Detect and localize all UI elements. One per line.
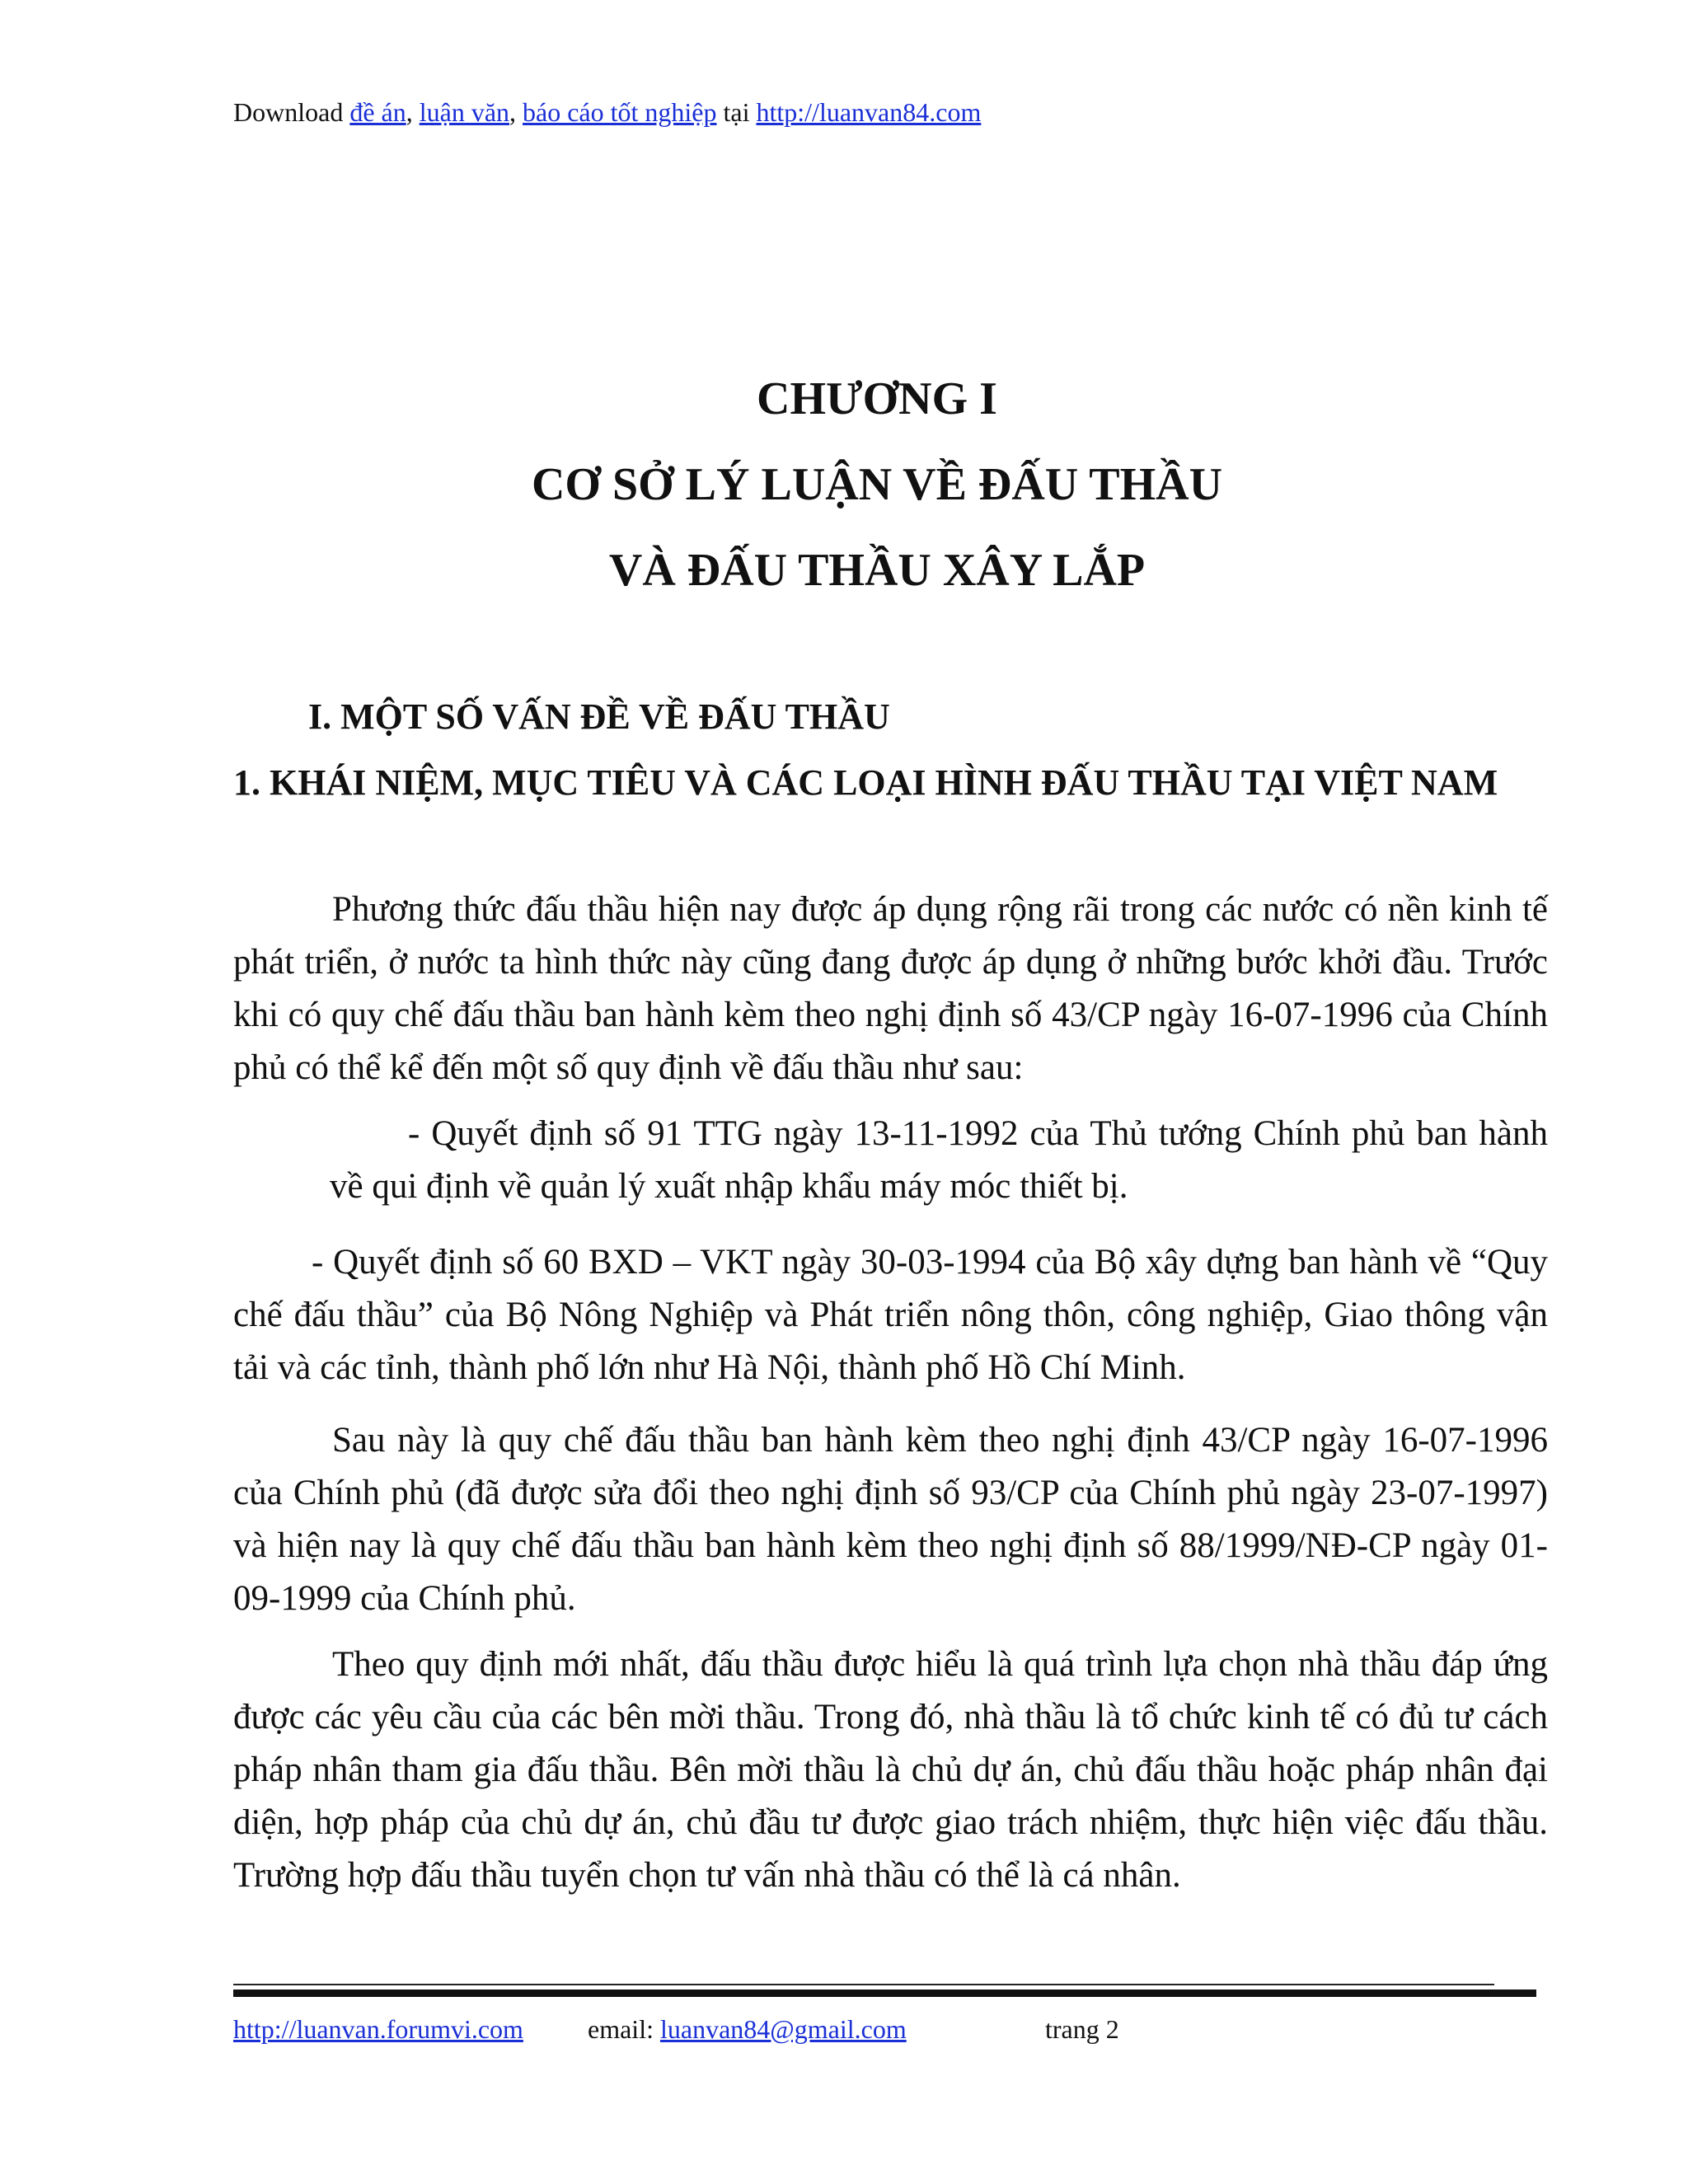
- header-middle-text: tại: [716, 97, 757, 127]
- footer-email-label: email:: [588, 2014, 660, 2044]
- paragraph-decision-60: - Quyết định số 60 BXD – VKT ngày 30-03-1994 của Bộ xây dựng ban hành về “Quy chế đấu thầu” của Bộ Nông Nghiệp và Phát triển nông thôn, công nghiệp, Giao thông vận tải và các tỉnh, thành phố lớn như Hà Nội, thành phố Hồ Chí Minh.: [233, 1243, 1548, 1387]
- link-luan-van[interactable]: luận văn: [419, 97, 510, 127]
- footer-email: [588, 2013, 907, 2046]
- section-heading: I. MỘT SỐ VẤN ĐỀ VỀ ĐẤU THẦU: [308, 696, 890, 737]
- paragraph-regulations: Sau này là quy chế đấu thầu ban hành kèm theo nghị định 43/CP ngày 16-07-1996 của Chính phủ (đã được sửa đổi theo nghị định số 93/CP của Chính phủ ngày 23-07-1997) và hiện nay là quy chế đấu thầu ban hành kèm theo nghị định số 88/1999/NĐ-CP ngày 01-09-1999 của Chính phủ.: [233, 1421, 1548, 1618]
- footer-divider-thick: [233, 1990, 1536, 1997]
- paragraph-intro: Phương thức đấu thầu hiện nay được áp dụng rộng rãi trong các nước có nền kinh tế phát triển, ở nước ta hình thức này cũng đang được áp dụng ở những bước khởi đầu. Trước khi có quy chế đấu thầu ban hành kèm theo nghị định số 43/CP ngày 16-07-1996 của Chính phủ có thể kể đến một số quy định về đấu thầu như sau:: [233, 890, 1548, 1087]
- subsection-heading: 1. KHÁI NIỆM, MỤC TIÊU VÀ CÁC LOẠI HÌNH ĐẤU THẦU TẠI VIỆT NAM: [233, 762, 1498, 803]
- header-separator: ,: [406, 97, 420, 127]
- download-prefix: Download: [233, 97, 350, 127]
- header-separator: ,: [509, 97, 523, 127]
- footer-email-link[interactable]: luanvan84@gmail.com: [659, 2014, 907, 2044]
- chapter-title-line1: CƠ SỞ LÝ LUẬN VỀ ĐẤU THẦU: [531, 459, 1223, 510]
- download-header: [233, 96, 981, 129]
- footer-site-link[interactable]: http://luanvan.forumvi.com: [233, 2014, 523, 2044]
- page-number: trang 2: [1045, 2014, 1119, 2044]
- link-luanvan84[interactable]: http://luanvan84.com: [756, 97, 982, 127]
- link-bao-cao-tot-nghiep[interactable]: báo cáo tốt nghiệp: [523, 97, 717, 127]
- paragraph-definition: Theo quy định mới nhất, đấu thầu được hiểu là quá trình lựa chọn nhà thầu đáp ứng được các yêu cầu của các bên mời thầu. Trong đó, nhà thầu là tổ chức kinh tế có đủ tư cách pháp nhân tham gia đấu thầu. Bên mời thầu là chủ dự án, chủ đấu thầu hoặc pháp nhân đại diện, hợp pháp của chủ dự án, chủ đầu tư được giao trách nhiệm, thực hiện việc đấu thầu. Trường hợp đấu thầu tuyển chọn tư vấn nhà thầu có thể là cá nhân.: [233, 1645, 1548, 1895]
- link-de-an[interactable]: đề án: [349, 97, 406, 127]
- paragraph-decision-91: - Quyết định số 91 TTG ngày 13-11-1992 của Thủ tướng Chính phủ ban hành về qui định về quản lý xuất nhập khẩu máy móc thiết bị.: [330, 1114, 1548, 1206]
- chapter-number: CHƯƠNG I: [757, 373, 997, 424]
- chapter-title-line2: VÀ ĐẤU THẦU XÂY LẮP: [608, 545, 1146, 596]
- footer-divider-thin: [233, 1984, 1494, 1985]
